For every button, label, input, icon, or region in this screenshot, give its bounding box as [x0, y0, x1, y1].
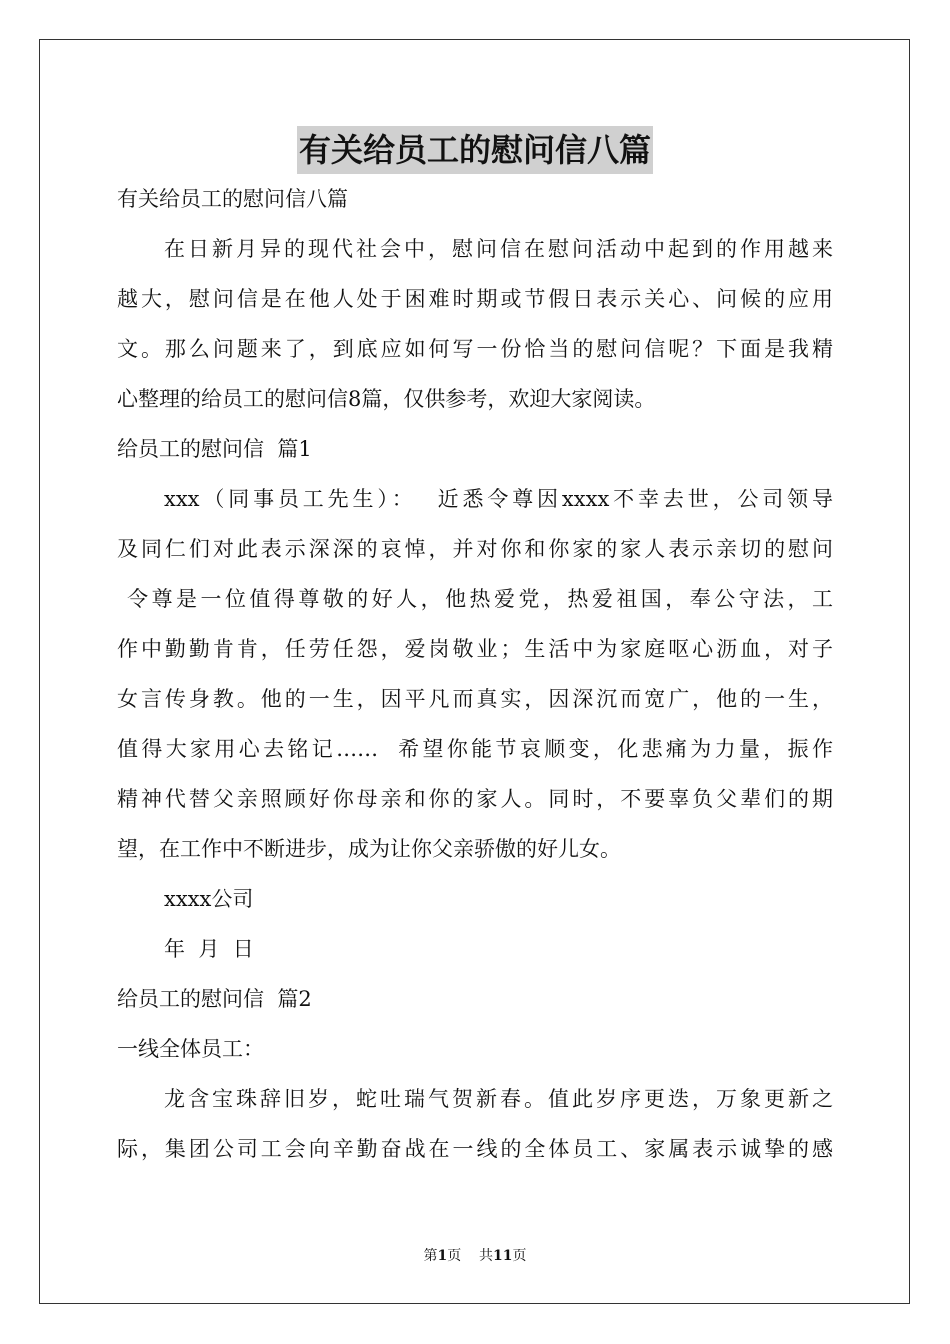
document-title: 有关给员工的慰问信八篇 [297, 126, 653, 174]
paragraph-line: 际，集团公司工会向辛勤奋战在一线的全体员工、家属表示诚挚的感 [117, 1137, 833, 1161]
paragraph-line: 文。那么问题来了，到底应如何写一份恰当的慰问信呢？下面是我精 [117, 337, 833, 361]
paragraph-line: 及同仁们对此表示深深的哀悼，并对你和你家的家人表示亲切的慰问 [117, 537, 833, 561]
paragraph-line: 在日新月异的现代社会中，慰问信在慰问活动中起到的作用越来 [164, 237, 833, 261]
paragraph-line: 望，在工作中不断进步，成为让你父亲骄傲的好儿女。 [117, 837, 621, 861]
total-pages: 11 [493, 1248, 513, 1264]
footer-prefix: 第 [423, 1248, 438, 1264]
page-number: 1 [437, 1248, 448, 1264]
signature-date: 年 月 日 [164, 937, 254, 961]
section-heading: 给员工的慰问信 篇2 [117, 987, 312, 1011]
footer-mid: 页 共 [447, 1248, 494, 1264]
paragraph-line: 心整理的给员工的慰问信8篇，仅供参考，欢迎大家阅读。 [117, 387, 656, 411]
page-border [39, 39, 910, 1304]
document-title-wrap [0, 126, 950, 174]
paragraph-line: 女言传身教。他的一生，因平凡而真实，因深沉而宽广，他的一生， [117, 687, 833, 711]
paragraph-line: 越大，慰问信是在他人处于困难时期或节假日表示关心、问候的应用 [117, 287, 833, 311]
subtitle-line: 有关给员工的慰问信八篇 [117, 187, 348, 211]
section-heading: 给员工的慰问信 篇1 [117, 437, 312, 461]
paragraph-line: 精神代替父亲照顾好你母亲和你的家人。同时，不要辜负父辈们的期 [117, 787, 833, 811]
paragraph-line: 值得大家用心去铭记…… 希望你能节哀顺变，化悲痛为力量，振作 [117, 737, 833, 761]
salutation-line: 一线全体员工： [117, 1037, 264, 1061]
footer-suffix: 页 [512, 1248, 527, 1264]
page-footer [0, 1246, 950, 1266]
paragraph-line: 作中勤勤肯肯，任劳任怨，爱岗敬业；生活中为家庭呕心沥血，对子 [117, 637, 833, 661]
paragraph-line: 龙含宝珠辞旧岁，蛇吐瑞气贺新春。值此岁序更迭，万象更新之 [164, 1087, 833, 1111]
signature-company: xxxx公司 [164, 887, 254, 911]
paragraph-line: 令尊是一位值得尊敬的好人，他热爱党，热爱祖国，奉公守法，工 [117, 587, 833, 611]
paragraph-line: xxx（同事员工先生）： 近悉令尊因xxxx不幸去世，公司领导 [164, 487, 833, 511]
